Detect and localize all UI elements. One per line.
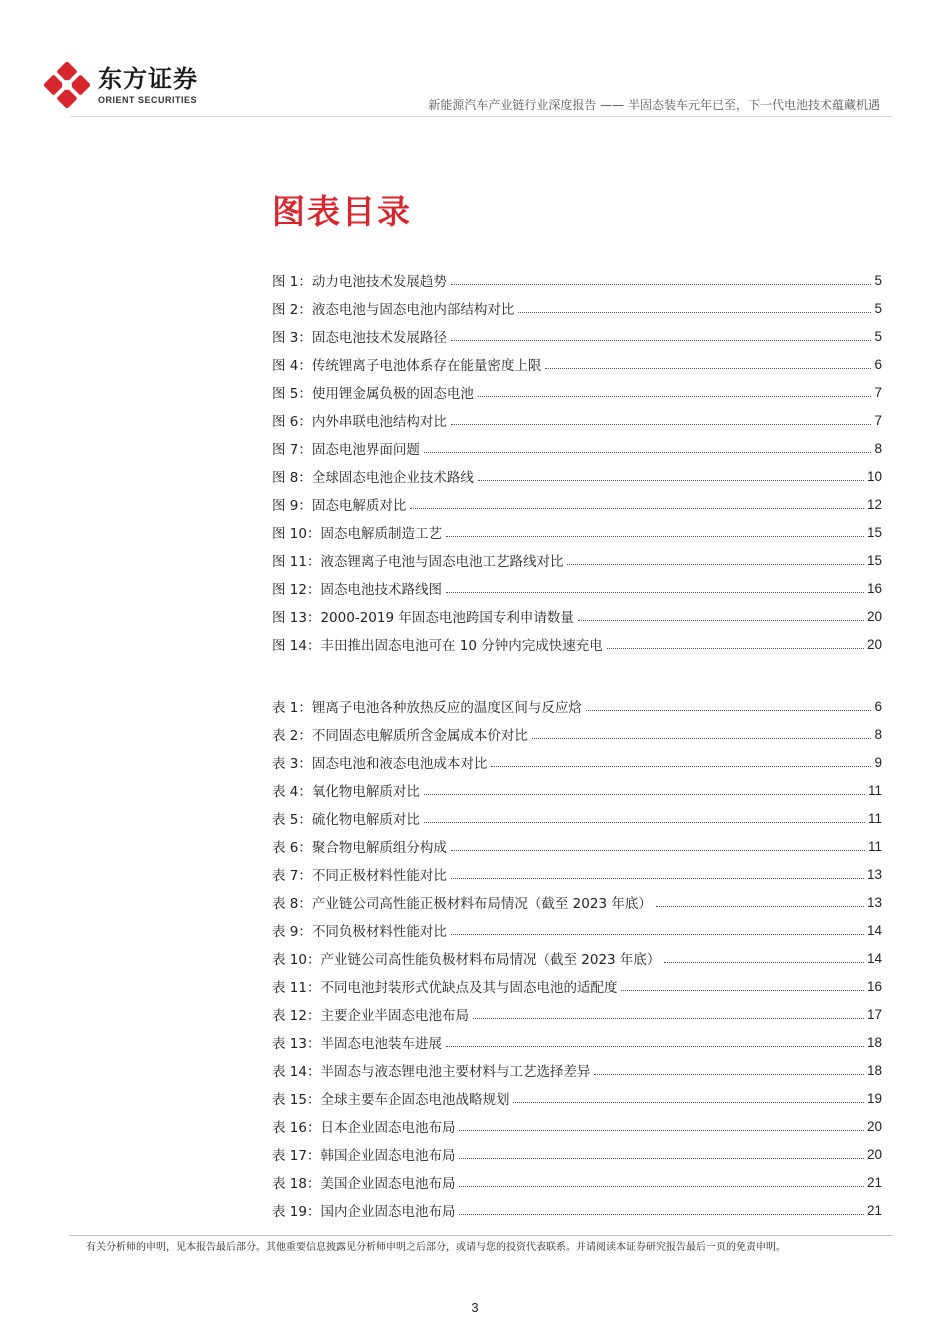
table-entry[interactable] xyxy=(272,776,882,804)
table-entry[interactable] xyxy=(272,860,882,888)
brand-name-cn: 东方证券 xyxy=(98,65,198,93)
dot-leader xyxy=(459,1186,863,1187)
figure-entry[interactable] xyxy=(272,546,882,574)
dot-leader xyxy=(567,564,863,565)
figure-entry[interactable] xyxy=(272,490,882,518)
dot-leader xyxy=(545,368,871,369)
figure-entry-page: 10 xyxy=(866,468,882,484)
dot-leader xyxy=(451,424,872,425)
figure-entry-label: 图 6：内外串联电池结构对比 xyxy=(272,414,447,430)
page-header xyxy=(0,0,950,120)
table-entry-page: 11 xyxy=(867,782,882,798)
table-entry-page: 18 xyxy=(866,1034,882,1050)
dot-leader xyxy=(578,620,864,621)
figure-entry-page: 7 xyxy=(874,384,882,400)
disclaimer-text: 有关分析师的申明，见本报告最后部分。其他重要信息披露见分析师申明之后部分，或请与您的投资代表联系。并请阅读本证券研究报告最后一页的免责申明。 xyxy=(86,1242,786,1253)
dot-leader xyxy=(607,648,864,649)
dot-leader xyxy=(410,508,864,509)
figure-entry-label: 图 4：传统锂离子电池体系存在能量密度上限 xyxy=(272,358,542,374)
figure-entry[interactable] xyxy=(272,574,882,602)
figure-entry-label: 图 8：全球固态电池企业技术路线 xyxy=(272,470,474,486)
table-entry-label: 表 13：半固态电池装车进展 xyxy=(272,1036,442,1052)
brand-name-en: ORIENT SECURITIES xyxy=(98,95,198,105)
figure-entry-label: 图 1：动力电池技术发展趋势 xyxy=(272,274,447,290)
figure-entry[interactable] xyxy=(272,462,882,490)
footer-divider xyxy=(70,1235,892,1236)
table-entry[interactable] xyxy=(272,748,882,776)
figure-entry-label: 图 3：固态电池技术发展路径 xyxy=(272,330,447,346)
dot-leader xyxy=(656,906,864,907)
figure-entry[interactable] xyxy=(272,406,882,434)
figure-entry-label: 图 10：固态电解质制造工艺 xyxy=(272,526,442,542)
figure-entry-page: 20 xyxy=(866,636,882,652)
dot-leader xyxy=(459,1214,863,1215)
figure-entry-page: 16 xyxy=(866,580,882,596)
dot-leader xyxy=(424,794,865,795)
table-entry-label: 表 16：日本企业固态电池布局 xyxy=(272,1120,456,1136)
figure-entry-label: 图 2：液态电池与固态电池内部结构对比 xyxy=(272,302,515,318)
figure-entry-label: 图 9：固态电解质对比 xyxy=(272,498,407,514)
dot-leader xyxy=(473,1018,864,1019)
figure-entry[interactable] xyxy=(272,350,882,378)
dot-leader xyxy=(586,710,872,711)
table-entry[interactable] xyxy=(272,692,882,720)
table-entry-page: 18 xyxy=(866,1062,882,1078)
figure-entry-label: 图 13：2000-2019 年固态电池跨国专利申请数量 xyxy=(272,610,574,626)
figure-entry-page: 15 xyxy=(866,552,882,568)
figure-entry-page: 5 xyxy=(874,272,882,288)
table-entry-page: 14 xyxy=(866,950,882,966)
table-entry-page: 20 xyxy=(866,1146,882,1162)
table-entry-label: 表 5：硫化物电解质对比 xyxy=(272,812,420,828)
dot-leader xyxy=(451,340,872,341)
table-entry-page: 13 xyxy=(866,894,882,910)
table-entry[interactable] xyxy=(272,916,882,944)
table-entry[interactable] xyxy=(272,944,882,972)
dot-leader xyxy=(478,480,864,481)
figure-entry[interactable] xyxy=(272,294,882,322)
dot-leader xyxy=(491,766,871,767)
table-entry-page: 6 xyxy=(874,698,882,714)
table-list xyxy=(272,692,882,1224)
table-entry-page: 11 xyxy=(867,838,882,854)
table-entry-label: 表 1：锂离子电池各种放热反应的温度区间与反应焓 xyxy=(272,700,582,716)
dot-leader xyxy=(446,536,864,537)
table-entry-page: 21 xyxy=(866,1202,882,1218)
table-entry-label: 表 17：韩国企业固态电池布局 xyxy=(272,1148,456,1164)
dot-leader xyxy=(513,1102,863,1103)
table-entry[interactable] xyxy=(272,888,882,916)
figure-entry-page: 12 xyxy=(866,496,882,512)
dot-leader xyxy=(532,738,872,739)
table-entry[interactable] xyxy=(272,1000,882,1028)
table-entry-page: 19 xyxy=(866,1090,882,1106)
dot-leader xyxy=(621,990,864,991)
dot-leader xyxy=(446,1046,864,1047)
figure-entry-page: 7 xyxy=(874,412,882,428)
table-entry[interactable] xyxy=(272,720,882,748)
page-number: 3 xyxy=(471,1300,479,1315)
figure-entry[interactable] xyxy=(272,322,882,350)
table-entry-page: 9 xyxy=(874,754,882,770)
figure-entry[interactable] xyxy=(272,630,882,658)
dot-leader xyxy=(459,1158,863,1159)
figure-entry-label: 图 11：液态锂离子电池与固态电池工艺路线对比 xyxy=(272,554,564,570)
table-entry-label: 表 10：产业链公司高性能负极材料布局情况（截至 2023 年底） xyxy=(272,952,661,968)
dot-leader xyxy=(478,396,872,397)
dot-leader xyxy=(424,452,872,453)
table-entry[interactable] xyxy=(272,1084,882,1112)
dot-leader xyxy=(424,822,865,823)
table-entry-label: 表 15：全球主要车企固态电池战略规划 xyxy=(272,1092,510,1108)
figure-entry-page: 8 xyxy=(874,440,882,456)
table-entry-label: 表 6：聚合物电解质组分构成 xyxy=(272,840,447,856)
table-entry-label: 表 2：不同固态电解质所含金属成本价对比 xyxy=(272,728,528,744)
dot-leader xyxy=(451,934,864,935)
toc-title: 图表目录 xyxy=(272,192,412,231)
dot-leader xyxy=(451,878,864,879)
dot-leader xyxy=(518,312,871,313)
figure-list xyxy=(272,266,882,658)
figure-entry[interactable] xyxy=(272,434,882,462)
table-entry-page: 20 xyxy=(866,1118,882,1134)
table-entry[interactable] xyxy=(272,1028,882,1056)
figure-entry-page: 5 xyxy=(874,300,882,316)
table-entry-label: 表 14：半固态与液态锂电池主要材料与工艺选择差异 xyxy=(272,1064,591,1080)
figure-entry-label: 图 5：使用锂金属负极的固态电池 xyxy=(272,386,474,402)
figure-entry-page: 20 xyxy=(866,608,882,624)
dot-leader xyxy=(451,284,872,285)
figure-entry-page: 6 xyxy=(874,356,882,372)
header-divider xyxy=(70,116,892,117)
dot-leader xyxy=(451,850,865,851)
figure-entry-label: 图 12：固态电池技术路线图 xyxy=(272,582,442,598)
figure-entry-page: 5 xyxy=(874,328,882,344)
table-entry-label: 表 8：产业链公司高性能正极材料布局情况（截至 2023 年底） xyxy=(272,896,652,912)
table-entry-label: 表 12：主要企业半固态电池布局 xyxy=(272,1008,469,1024)
table-entry-page: 13 xyxy=(866,866,882,882)
report-title: 新能源汽车产业链行业深度报告 —— 半固态装车元年已至，下一代电池技术蕴藏机遇 xyxy=(428,98,880,112)
table-entry[interactable] xyxy=(272,1056,882,1084)
figure-entry-label: 图 14：丰田推出固态电池可在 10 分钟内完成快速充电 xyxy=(272,638,603,654)
table-entry-page: 8 xyxy=(874,726,882,742)
dot-leader xyxy=(594,1074,863,1075)
table-entry[interactable] xyxy=(272,1112,882,1140)
dot-leader xyxy=(664,962,864,963)
table-entry-page: 11 xyxy=(867,810,882,826)
table-entry-label: 表 19：国内企业固态电池布局 xyxy=(272,1204,456,1220)
table-entry[interactable] xyxy=(272,1196,882,1224)
table-entry-label: 表 18：美国企业固态电池布局 xyxy=(272,1176,456,1192)
figure-entry-page: 15 xyxy=(866,524,882,540)
table-entry-label: 表 4：氧化物电解质对比 xyxy=(272,784,420,800)
table-entry[interactable] xyxy=(272,832,882,860)
figure-entry[interactable] xyxy=(272,378,882,406)
table-entry-label: 表 7：不同正极材料性能对比 xyxy=(272,868,447,884)
table-entry-label: 表 3：固态电池和液态电池成本对比 xyxy=(272,756,488,772)
dot-leader xyxy=(459,1130,863,1131)
table-entry-label: 表 11：不同电池封装形式优缺点及其与固态电池的适配度 xyxy=(272,980,618,996)
table-entry-page: 16 xyxy=(866,978,882,994)
table-entry[interactable] xyxy=(272,972,882,1000)
table-entry-page: 17 xyxy=(866,1006,882,1022)
table-entry[interactable] xyxy=(272,804,882,832)
figure-entry[interactable] xyxy=(272,518,882,546)
table-entry[interactable] xyxy=(272,1168,882,1196)
figure-entry[interactable] xyxy=(272,602,882,630)
figure-entry-label: 图 7：固态电池界面问题 xyxy=(272,442,420,458)
orient-securities-logo-icon xyxy=(44,62,90,108)
table-entry-page: 21 xyxy=(866,1174,882,1190)
table-entry-page: 14 xyxy=(866,922,882,938)
dot-leader xyxy=(446,592,864,593)
table-entry[interactable] xyxy=(272,1140,882,1168)
table-entry-label: 表 9：不同负极材料性能对比 xyxy=(272,924,447,940)
figure-entry[interactable] xyxy=(272,266,882,294)
